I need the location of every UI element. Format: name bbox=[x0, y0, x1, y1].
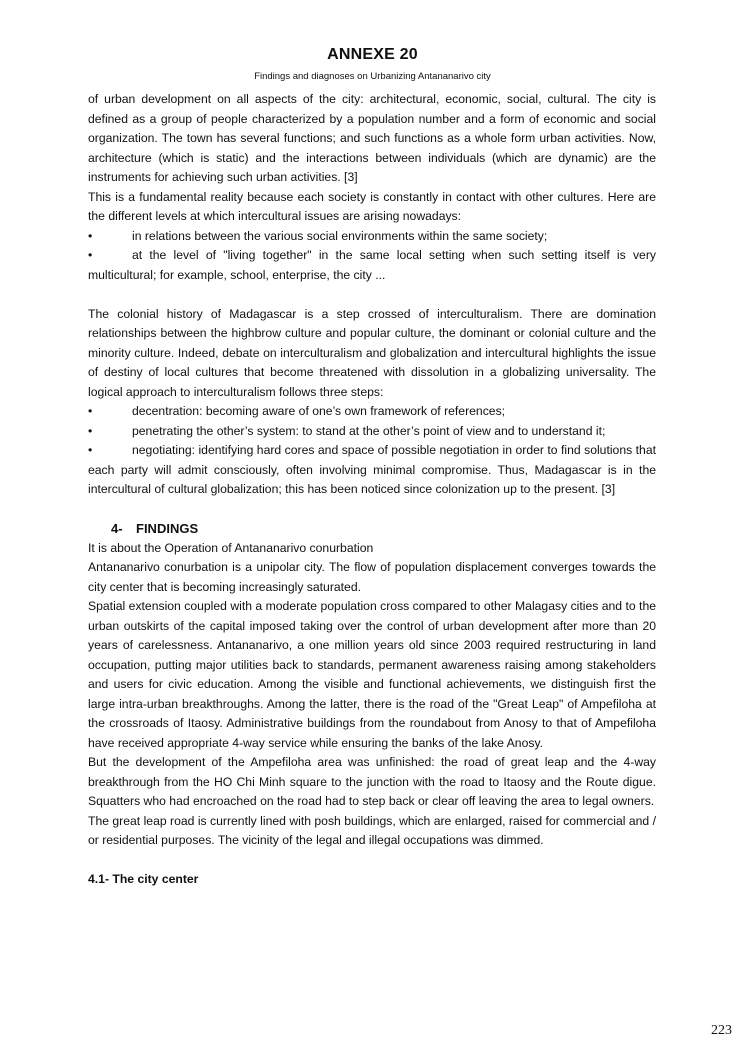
list-item bbox=[88, 246, 656, 285]
bullet-icon: • bbox=[88, 443, 93, 457]
bullet-icon: • bbox=[88, 248, 93, 262]
paragraph: of urban development on all aspects of the city: architectural, economic, social, cultural. The city is defined as a group of people characterized by a population number and a form of economic and social organization. The town has several functions; and such functions as a whole form urban activities. Now, architecture (which is static) and the interactions between individuals (which are dynamic) are the instruments for achieving such urban activities. [3] bbox=[88, 92, 656, 184]
list-item bbox=[88, 227, 656, 247]
list-item-text: negotiating: identifying hard cores and space of possible negotiation in order to find solutions that each party will admit consciously, often involving minimal compromise. Thus, Madagascar is in the intercultural of cultural globalization; this has been noticed since colonization up to the present. [3] bbox=[88, 443, 656, 496]
paragraph: But the development of the Ampefiloha area was unfinished: the road of great leap and the 4-way breakthrough from the HO Chi Minh square to the junction with the road to Itaosy and the Route digue. Squatters who had encroached on the road had to step back or clear off leaving the area to legal owners. bbox=[88, 755, 656, 808]
paragraph: The great leap road is currently lined with posh buildings, which are enlarged, raised for commercial and / or residential purposes. The vicinity of the legal and illegal occupations was dimmed. bbox=[88, 813, 656, 847]
page-title: ANNEXE 20 bbox=[327, 46, 418, 63]
paragraph: The colonial history of Madagascar is a step crossed of interculturalism. There are domination relationships between the highbrow culture and popular culture, the dominant or colonial culture and the minority culture. Indeed, debate on interculturalism and globalization and intercultural highlights the issue of destiny of local cultures that become threatened with dissolution in a globalizing universality. The logical approach to interculturalism follows three steps: bbox=[88, 306, 656, 399]
list-item bbox=[88, 422, 656, 442]
section-heading-findings bbox=[88, 519, 656, 539]
list-item-text: penetrating the other’s system: to stand at the other’s point of view and to understand it; bbox=[132, 423, 606, 438]
spacer bbox=[88, 500, 656, 520]
bullet-icon: • bbox=[88, 423, 93, 438]
spacer bbox=[88, 285, 656, 305]
bullet-icon: • bbox=[88, 404, 93, 418]
section-heading-text: FINDINGS bbox=[136, 521, 199, 536]
bullet-icon: • bbox=[88, 228, 93, 243]
page-subtitle: Findings and diagnoses on Urbanizing Antananarivo city bbox=[254, 71, 491, 82]
section-number: 4- bbox=[111, 521, 123, 536]
list-item-text: in relations between the various social environments within the same society; bbox=[132, 228, 548, 243]
paragraph: This is a fundamental reality because each society is constantly in contact with other cultures. Here are the different levels at which intercultural issues are arising nowadays: bbox=[88, 189, 656, 223]
paragraph: Spatial extension coupled with a moderate population cross compared to other Malagasy cities and to the urban outskirts of the capital imposed taking over the control of urban development after more than 20 years of carelessness. Antananarivo, a one million years old since 2003 required restructuring in land occupation, putting major utilities back to standards, permanent awareness raising among stakeholders and users for civic education. Among the visible and functional achievements, we distinguish first the large intra-urban breakthroughs. Among the latter, there is the road of the "Great Leap" of Ampefiloha at the crossroads of Itaosy. Administrative buildings from the roundabout from Anosy to that of Ampefiloha have received appropriate 4-way service while ensuring the banks of the lake Anosy. bbox=[88, 599, 656, 750]
spacer bbox=[88, 851, 656, 871]
document-body bbox=[88, 90, 656, 890]
list-item bbox=[88, 441, 656, 500]
list-item-text: decentration: becoming aware of one’s own framework of references; bbox=[132, 404, 506, 418]
list-item-text: at the level of "living together" in the same local setting when such setting itself is very multicultural; for example, school, enterprise, the city ... bbox=[88, 248, 656, 282]
list-item bbox=[88, 402, 656, 422]
subsection-heading: 4.1- The city center bbox=[88, 872, 199, 886]
paragraph: It is about the Operation of Antananarivo conurbation bbox=[88, 540, 374, 555]
page-number: 223 bbox=[711, 1023, 732, 1038]
paragraph: Antananarivo conurbation is a unipolar city. The flow of population displacement converges towards the city center that is becoming increasingly saturated. bbox=[88, 560, 656, 594]
